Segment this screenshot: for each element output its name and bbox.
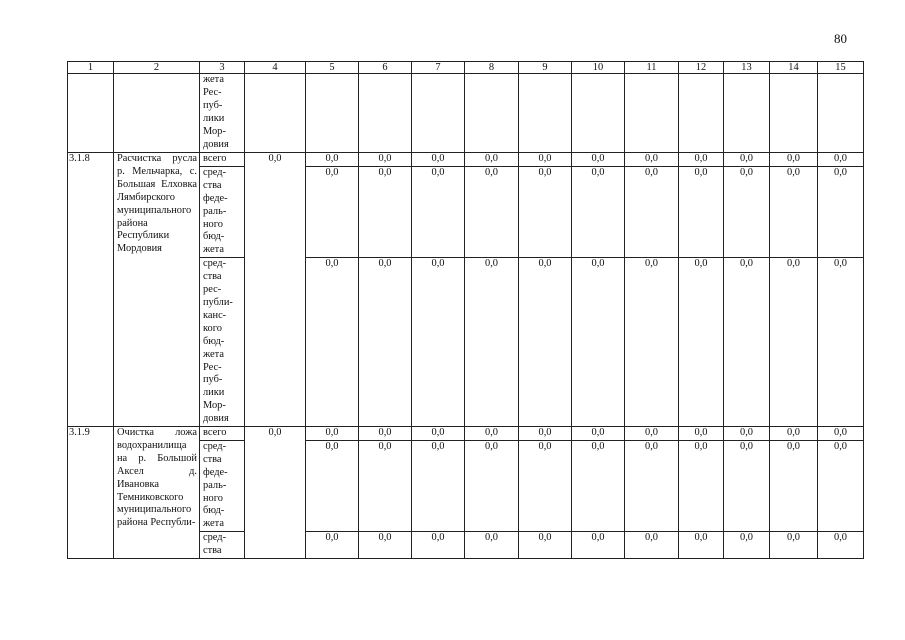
value-cell: 0,0 — [572, 258, 625, 427]
source-cell: сред- ства — [200, 532, 245, 559]
value-cell: 0,0 — [245, 427, 306, 559]
col-header: 12 — [679, 62, 724, 74]
value-cell: 0,0 — [465, 153, 519, 167]
value-cell: 0,0 — [519, 440, 572, 531]
value-cell: 0,0 — [679, 166, 724, 257]
source-cell: сред- ства феде- раль- ного бюд- жета — [200, 440, 245, 531]
value-cell: 0,0 — [465, 440, 519, 531]
value-cell: 0,0 — [306, 427, 359, 441]
value-cell: 0,0 — [519, 153, 572, 167]
value-cell: 0,0 — [465, 258, 519, 427]
value-cell: 0,0 — [306, 153, 359, 167]
col-header: 3 — [200, 62, 245, 74]
value-cell: 0,0 — [359, 166, 412, 257]
col-header: 1 — [68, 62, 114, 74]
col-header: 8 — [465, 62, 519, 74]
value-cell: 0,0 — [625, 153, 679, 167]
value-cell: 0,0 — [724, 532, 770, 559]
value-cell: 0,0 — [572, 427, 625, 441]
source-cell: всего — [200, 153, 245, 167]
value-cell: 0,0 — [724, 427, 770, 441]
value-cell: 0,0 — [572, 166, 625, 257]
value-cell: 0,0 — [818, 153, 864, 167]
source-cell: жета Рес- пуб- лики Мор- довия — [200, 74, 245, 153]
value-cell: 0,0 — [465, 166, 519, 257]
value-cell: 0,0 — [306, 440, 359, 531]
value-cell: 0,0 — [412, 427, 465, 441]
value-cell: 0,0 — [724, 166, 770, 257]
value-cell: 0,0 — [519, 258, 572, 427]
budget-table — [67, 61, 864, 559]
value-cell: 0,0 — [679, 427, 724, 441]
value-cell: 0,0 — [770, 532, 818, 559]
value-cell: 0,0 — [724, 258, 770, 427]
value-cell: 0,0 — [724, 440, 770, 531]
value-cell: 0,0 — [519, 166, 572, 257]
col-header: 9 — [519, 62, 572, 74]
value-cell: 0,0 — [306, 532, 359, 559]
col-header: 2 — [114, 62, 200, 74]
value-cell: 0,0 — [679, 258, 724, 427]
header-row — [68, 62, 864, 74]
value-cell: 0,0 — [818, 532, 864, 559]
value-cell: 0,0 — [412, 166, 465, 257]
source-cell: сред- ства рес- публи- канс- кого бюд- жета Рес- пуб- лики Мор- довия — [200, 258, 245, 427]
value-cell: 0,0 — [770, 166, 818, 257]
value-cell: 0,0 — [519, 427, 572, 441]
source-cell: сред- ства феде- раль- ного бюд- жета — [200, 166, 245, 257]
value-cell: 0,0 — [625, 532, 679, 559]
value-cell: 0,0 — [359, 427, 412, 441]
col-header: 10 — [572, 62, 625, 74]
col-header: 11 — [625, 62, 679, 74]
value-cell: 0,0 — [818, 427, 864, 441]
value-cell: 0,0 — [465, 427, 519, 441]
value-cell: 0,0 — [359, 532, 412, 559]
col-header: 6 — [359, 62, 412, 74]
value-cell: 0,0 — [770, 427, 818, 441]
table-row — [68, 153, 864, 167]
value-cell: 0,0 — [625, 440, 679, 531]
value-cell: 0,0 — [679, 153, 724, 167]
value-cell: 0,0 — [412, 258, 465, 427]
value-cell: 0,0 — [818, 166, 864, 257]
value-cell: 0,0 — [412, 440, 465, 531]
value-cell: 0,0 — [625, 427, 679, 441]
page-number: 80 — [834, 31, 847, 46]
value-cell: 0,0 — [519, 532, 572, 559]
value-cell: 0,0 — [572, 440, 625, 531]
value-cell: 0,0 — [245, 153, 306, 427]
value-cell: 0,0 — [359, 153, 412, 167]
col-header: 7 — [412, 62, 465, 74]
item-number: 3.1.8 — [68, 153, 114, 427]
col-header: 15 — [818, 62, 864, 74]
value-cell: 0,0 — [359, 258, 412, 427]
value-cell: 0,0 — [306, 166, 359, 257]
value-cell: 0,0 — [359, 440, 412, 531]
value-cell: 0,0 — [818, 258, 864, 427]
value-cell: 0,0 — [572, 532, 625, 559]
value-cell: 0,0 — [306, 258, 359, 427]
value-cell: 0,0 — [465, 532, 519, 559]
value-cell: 0,0 — [572, 153, 625, 167]
col-header: 4 — [245, 62, 306, 74]
source-cell: всего — [200, 427, 245, 441]
value-cell: 0,0 — [770, 153, 818, 167]
value-cell: 0,0 — [412, 532, 465, 559]
col-header: 13 — [724, 62, 770, 74]
col-header: 14 — [770, 62, 818, 74]
value-cell: 0,0 — [770, 258, 818, 427]
value-cell: 0,0 — [625, 258, 679, 427]
value-cell: 0,0 — [818, 440, 864, 531]
item-number: 3.1.9 — [68, 427, 114, 559]
item-description: Расчистка русла р. Мельчарка, с. Большая Елховка Лямбирского муниципального района Республики Мордовия — [114, 153, 200, 427]
value-cell: 0,0 — [770, 440, 818, 531]
col-header: 5 — [306, 62, 359, 74]
item-description: Очистка ложа водохранилища на р. Большой Аксел д. Ивановка Темниковского муниципального района Республи- — [114, 427, 200, 559]
value-cell: 0,0 — [412, 153, 465, 167]
continuation-row — [68, 74, 864, 153]
value-cell: 0,0 — [724, 153, 770, 167]
value-cell: 0,0 — [679, 532, 724, 559]
table-row — [68, 427, 864, 441]
value-cell: 0,0 — [679, 440, 724, 531]
value-cell: 0,0 — [625, 166, 679, 257]
